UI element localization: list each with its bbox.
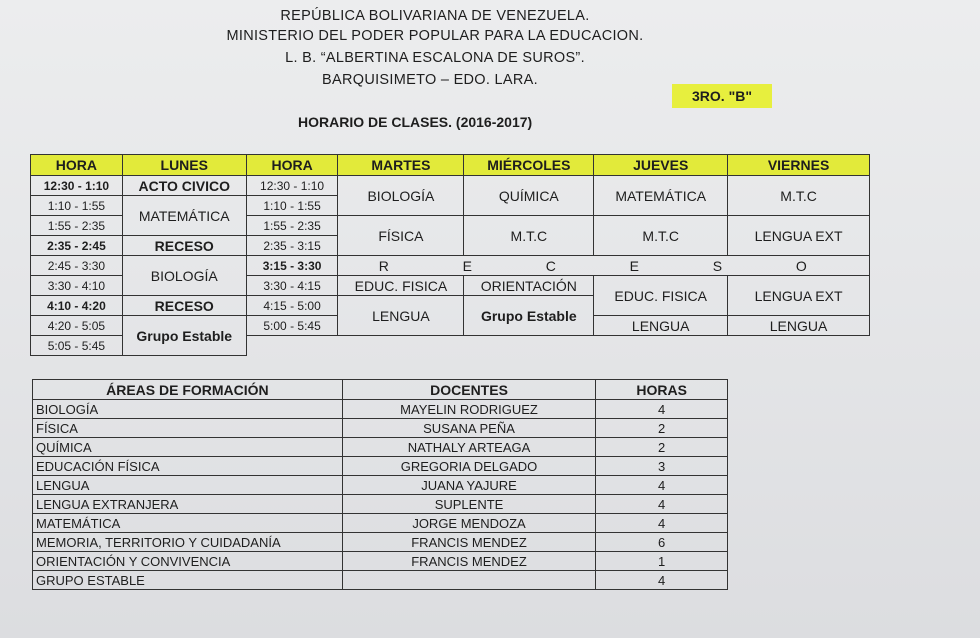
teacher-cell: GREGORIA DELGADO	[342, 457, 596, 476]
time-cell: 1:55 - 2:35	[31, 216, 123, 236]
teacher-cell: SUSANA PEÑA	[342, 419, 596, 438]
area-cell: MEMORIA, TERRITORIO Y CUIDADANÍA	[33, 533, 343, 552]
teacher-cell: JUANA YAJURE	[342, 476, 596, 495]
friday-cell: LENGUA	[728, 316, 870, 336]
time-cell: 1:10 - 1:55	[31, 196, 123, 216]
friday-cell: LENGUA EXT	[728, 276, 870, 316]
areas-table	[32, 379, 728, 590]
col-viernes: VIERNES	[728, 155, 870, 176]
monday-cell: ACTO CIVICO	[122, 176, 246, 196]
teacher-cell: JORGE MENDOZA	[342, 514, 596, 533]
table-row	[33, 438, 728, 457]
table-row	[33, 495, 728, 514]
hours-cell: 1	[596, 552, 728, 571]
thursday-cell: EDUC. FISICA	[594, 276, 728, 316]
hours-cell: 2	[596, 438, 728, 457]
time-cell: 3:15 - 3:30	[246, 256, 338, 276]
col-martes: MARTES	[338, 155, 464, 176]
hours-cell: 4	[596, 514, 728, 533]
schedule-title: HORARIO DE CLASES. (2016-2017)	[298, 114, 533, 130]
friday-cell: LENGUA EXT	[728, 216, 870, 256]
teacher-cell	[342, 571, 596, 590]
thursday-cell: MATEMÁTICA	[594, 176, 728, 216]
area-cell: FÍSICA	[33, 419, 343, 438]
table-row	[33, 400, 728, 419]
header-line-4: BARQUISIMETO – EDO. LARA.	[322, 72, 538, 88]
table-row	[33, 533, 728, 552]
area-cell: MATEMÁTICA	[33, 514, 343, 533]
tuesday-cell: LENGUA	[338, 296, 464, 336]
tuesday-cell: BIOLOGÍA	[338, 176, 464, 216]
time-cell: 5:00 - 5:45	[246, 316, 338, 336]
hours-cell: 4	[596, 400, 728, 419]
class-schedule-table	[30, 154, 870, 356]
header-line-2: MINISTERIO DEL PODER POPULAR PARA LA EDUCACION.	[226, 28, 644, 44]
tuesday-cell: FÍSICA	[338, 216, 464, 256]
time-cell: 4:10 - 4:20	[31, 296, 123, 316]
col-hora-left: HORA	[31, 155, 123, 176]
wednesday-cell: QUÍMICA	[464, 176, 594, 216]
table-row	[33, 457, 728, 476]
col-hora-right: HORA	[246, 155, 338, 176]
schedule-row	[31, 256, 870, 276]
hours-cell: 4	[596, 571, 728, 590]
time-cell: 3:30 - 4:10	[31, 276, 123, 296]
thursday-cell: M.T.C	[594, 216, 728, 256]
monday-cell: Grupo Estable	[122, 316, 246, 356]
thursday-cell: LENGUA	[594, 316, 728, 336]
time-cell: 1:55 - 2:35	[246, 216, 338, 236]
wednesday-cell: ORIENTACIÓN	[464, 276, 594, 296]
teacher-cell: MAYELIN RODRIGUEZ	[342, 400, 596, 419]
monday-cell: BIOLOGÍA	[122, 256, 246, 296]
table-row	[33, 476, 728, 495]
time-cell: 5:05 - 5:45	[31, 336, 123, 356]
monday-cell: RECESO	[122, 236, 246, 256]
col-jueves: JUEVES	[594, 155, 728, 176]
header-line-3: L. B. “ALBERTINA ESCALONA DE SUROS”.	[285, 50, 585, 66]
col-docentes: DOCENTES	[342, 380, 596, 400]
grade-badge: 3RO. "B"	[672, 84, 772, 108]
area-cell: LENGUA EXTRANJERA	[33, 495, 343, 514]
wednesday-cell: Grupo Estable	[464, 296, 594, 336]
hours-cell: 4	[596, 495, 728, 514]
tuesday-cell: EDUC. FISICA	[338, 276, 464, 296]
time-cell: 2:45 - 3:30	[31, 256, 123, 276]
time-cell: 4:15 - 5:00	[246, 296, 338, 316]
monday-cell: MATEMÁTICA	[122, 196, 246, 236]
area-cell: QUÍMICA	[33, 438, 343, 457]
empty-cell	[246, 336, 869, 356]
wednesday-cell: M.T.C	[464, 216, 594, 256]
teacher-cell: FRANCIS MENDEZ	[342, 552, 596, 571]
time-cell: 4:20 - 5:05	[31, 316, 123, 336]
area-cell: BIOLOGÍA	[33, 400, 343, 419]
area-cell: GRUPO ESTABLE	[33, 571, 343, 590]
header-line-1: REPÚBLICA BOLIVARIANA DE VENEZUELA.	[280, 8, 590, 24]
area-cell: EDUCACIÓN FÍSICA	[33, 457, 343, 476]
area-cell: LENGUA	[33, 476, 343, 495]
time-cell: 3:30 - 4:15	[246, 276, 338, 296]
col-lunes: LUNES	[122, 155, 246, 176]
table-row	[33, 571, 728, 590]
recess-row: R E C E S O	[338, 256, 870, 276]
hours-cell: 6	[596, 533, 728, 552]
teacher-cell: FRANCIS MENDEZ	[342, 533, 596, 552]
time-cell: 1:10 - 1:55	[246, 196, 338, 216]
area-cell: ORIENTACIÓN Y CONVIVENCIA	[33, 552, 343, 571]
teacher-cell: SUPLENTE	[342, 495, 596, 514]
col-horas: HORAS	[596, 380, 728, 400]
time-cell: 12:30 - 1:10	[246, 176, 338, 196]
table-row	[33, 552, 728, 571]
time-cell: 12:30 - 1:10	[31, 176, 123, 196]
hours-cell: 3	[596, 457, 728, 476]
hours-cell: 4	[596, 476, 728, 495]
col-areas: ÁREAS DE FORMACIÓN	[33, 380, 343, 400]
table-row	[33, 419, 728, 438]
monday-cell: RECESO	[122, 296, 246, 316]
time-cell: 2:35 - 2:45	[31, 236, 123, 256]
table-row	[33, 514, 728, 533]
friday-cell: M.T.C	[728, 176, 870, 216]
areas-header-row	[33, 380, 728, 400]
schedule-header-row	[31, 155, 870, 176]
time-cell: 2:35 - 3:15	[246, 236, 338, 256]
col-miercoles: MIÉRCOLES	[464, 155, 594, 176]
teacher-cell: NATHALY ARTEAGA	[342, 438, 596, 457]
schedule-row	[31, 176, 870, 196]
hours-cell: 2	[596, 419, 728, 438]
